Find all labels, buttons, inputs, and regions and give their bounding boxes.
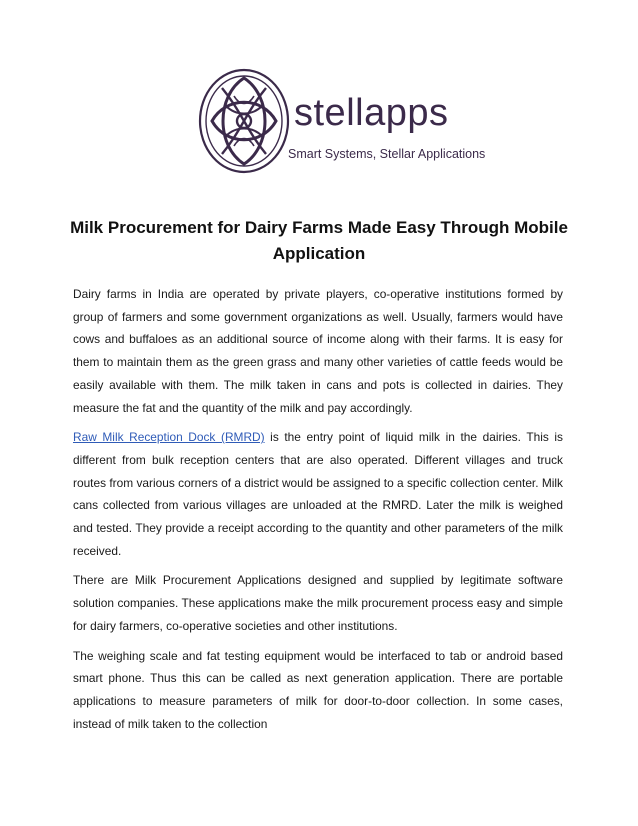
paragraph-4: The weighing scale and fat testing equipment would be interfaced to tab or android based smart phone. Thus this can be called as next generation application. There are portable applications to measure parameters of milk for door-to-door collection. In some cases, instead of milk taken to the collection	[73, 648, 563, 731]
paragraph-3: There are Milk Procurement Applications designed and supplied by legitimate software solution companies. These applications make the milk procurement process easy and simple for dairy farmers, co-operative societies and other institutions.	[73, 573, 563, 633]
paragraph-1: Dairy farms in India are operated by private players, co-operative institutions formed by group of farmers and some government organizations as well. Usually, farmers would have cows and buffaloes as an additional source of income along with their farms. It is easy for them to maintain them as the green grass and many other varieties of cattle feeds would be easily available with them. The milk taken in cans and pots is collected in dairies. They measure the fat and the quantity of the milk and pay accordingly.	[73, 287, 563, 415]
document-title: Milk Procurement for Dairy Farms Made Easy Through Mobile Application	[70, 218, 568, 263]
brand-name: stellapps	[294, 92, 449, 134]
stellapps-logo	[196, 66, 486, 176]
rmrd-link[interactable]: Raw Milk Reception Dock (RMRD)	[73, 430, 265, 445]
paragraph-2	[73, 426, 563, 562]
document-body	[73, 283, 563, 742]
paragraph-2-text: is the entry point of liquid milk in the dairies. This is different from bulk reception centers that are also operated. Different villages and truck routes from various corners of a district would be assigned to a specific collection center. Milk cans collected from various villages are unloaded at the RMRD. Later the milk is weighed and tested. They provide a receipt according to the quantity and other parameters of the milk received.	[73, 430, 563, 558]
brand-tagline: Smart Systems, Stellar Applications	[288, 147, 486, 161]
interlaced-knot-logo-icon	[196, 66, 292, 176]
